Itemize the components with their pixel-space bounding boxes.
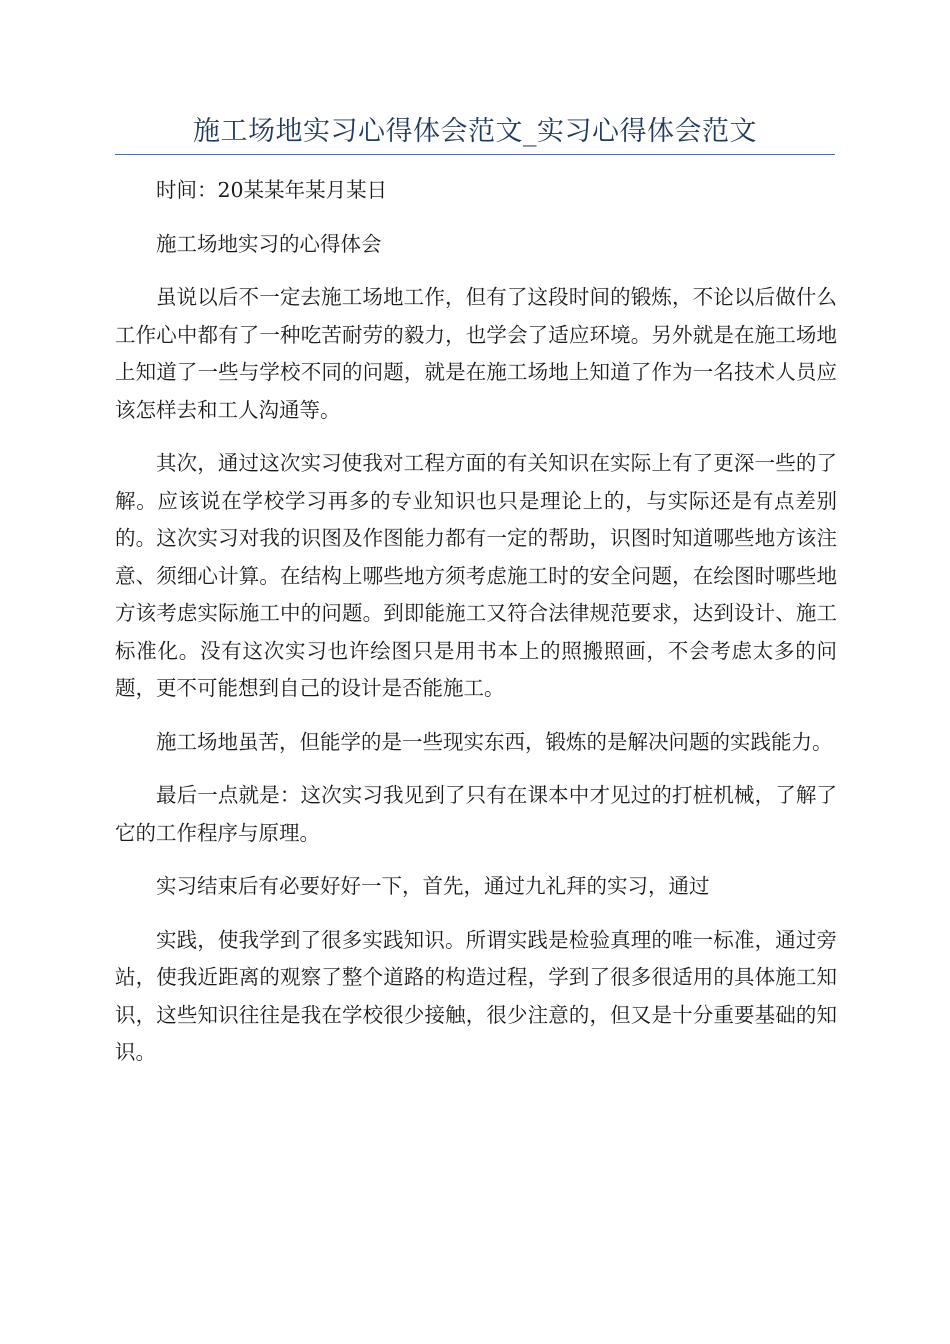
paragraph: 其次，通过这次实习使我对工程方面的有关知识在实际上有了更深一些的了解。应该说在学校学习再多的专业知识也只是理论上的，与实际还是有点差别的。这次实习对我的识图及作图能力都有一定的帮助，识图时知道哪些地方该注意、须细心计算。在结构上哪些地方须考虑施工时的安全问题，在绘图时哪些地方该考虑实际施工中的问题。到即能施工又符合法律规范要求，达到设计、施工标准化。没有这次实习也许绘图只是用书本上的照搬照画，不会考虑太多的问题，更不可能想到自己的设计是否能施工。: [115, 451, 837, 700]
paragraph: 实践，使我学到了很多实践知识。所谓实践是检验真理的唯一标准，通过旁站，使我近距离的观察了整个道路的构造过程，学到了很多很适用的具体施工知识，这些知识往往是我在学校很少接触，很少注意的，但又是十分重要基础的知识。: [115, 927, 837, 1064]
document-body: [115, 172, 837, 1088]
document-title: 施工场地实习心得体会范文_实习心得体会范文: [193, 116, 757, 147]
paragraph: 施工场地虽苦，但能学的是一些现实东西，锻炼的是解决问题的实践能力。: [156, 729, 833, 754]
title-underline: [115, 154, 835, 155]
section-heading: 施工场地实习的心得体会: [156, 231, 382, 256]
paragraph: 最后一点就是：这次实习我见到了只有在课本中才见过的打桩机械，了解了它的工作程序与原理。: [115, 783, 837, 845]
paragraph: 虽说以后不一定去施工场地工作，但有了这段时间的锻炼，不论以后做什么工作心中都有了一种吃苦耐劳的毅力，也学会了适应环境。另外就是在施工场地上知道了一些与学校不同的问题，就是在施工场地上知道了作为一名技术人员应该怎样去和工人沟通等。: [115, 285, 837, 422]
date-line: 时间：20某某年某月某日: [156, 178, 388, 202]
paragraph: 实习结束后有必要好好一下，首先，通过九礼拜的实习，通过: [156, 874, 710, 898]
